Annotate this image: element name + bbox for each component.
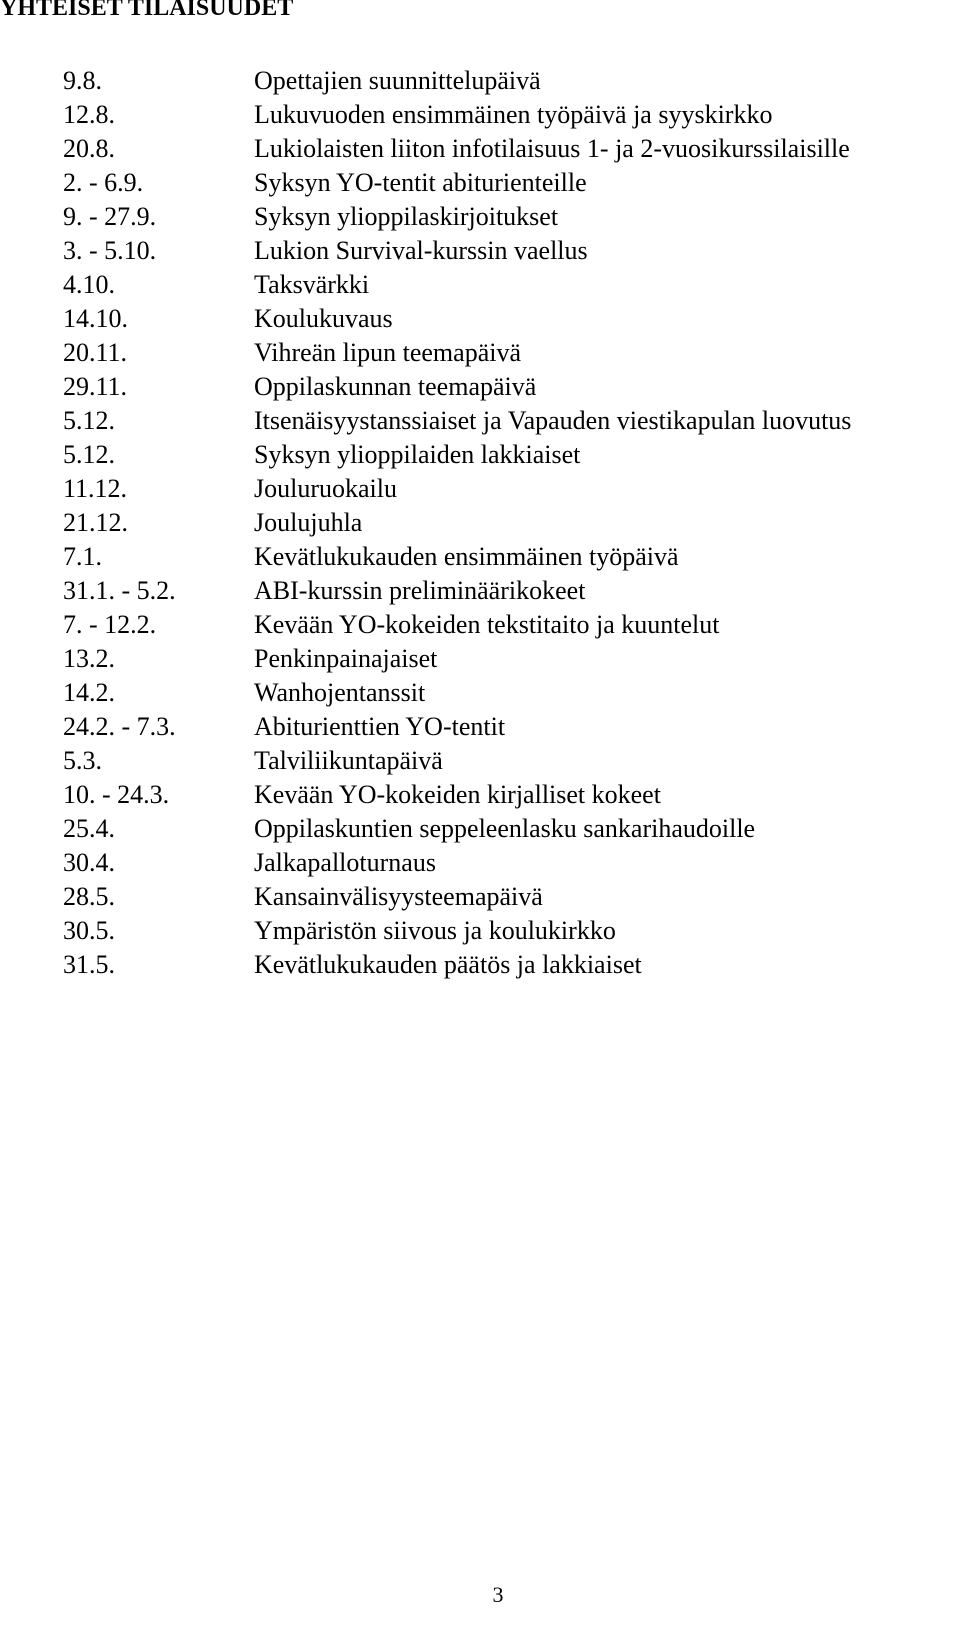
event-name: Joulujuhla xyxy=(254,508,363,537)
event-row xyxy=(63,508,960,542)
event-row xyxy=(63,474,960,508)
event-row xyxy=(63,440,960,474)
event-date: 3. - 5.10. xyxy=(63,236,157,265)
event-row xyxy=(63,542,960,576)
event-name: Koulukuvaus xyxy=(254,304,393,333)
event-name: Kevään YO-kokeiden tekstitaito ja kuuntelut xyxy=(254,610,720,639)
event-date: 20.11. xyxy=(63,338,128,367)
event-date: 5.12. xyxy=(63,440,115,469)
event-name: Taksvärkki xyxy=(254,270,370,299)
event-name: Vihreän lipun teemapäivä xyxy=(254,338,521,367)
event-row xyxy=(63,780,960,814)
event-row xyxy=(63,848,960,882)
event-date: 5.3. xyxy=(63,746,102,775)
event-date: 25.4. xyxy=(63,814,115,843)
event-date: 13.2. xyxy=(63,644,115,673)
event-date: 7. - 12.2. xyxy=(63,610,157,639)
event-row xyxy=(63,882,960,916)
event-name: Syksyn YO-tentit abiturienteille xyxy=(254,168,587,197)
event-date: 4.10. xyxy=(63,270,115,299)
event-date: 31.1. - 5.2. xyxy=(63,576,176,605)
event-name: Syksyn ylioppilaiden lakkiaiset xyxy=(254,440,581,469)
event-row xyxy=(63,236,960,270)
event-date: 30.4. xyxy=(63,848,115,877)
event-row xyxy=(63,134,960,168)
event-date: 21.12. xyxy=(63,508,128,537)
event-name: Lukiolaisten liiton infotilaisuus 1- ja 2-vuosikurssilaisille xyxy=(254,134,850,163)
event-date: 12.8. xyxy=(63,100,115,129)
event-row xyxy=(63,338,960,372)
event-name: Kansainvälisyysteemapäivä xyxy=(254,882,543,911)
event-name: Jouluruokailu xyxy=(254,474,397,503)
event-date: 24.2. - 7.3. xyxy=(63,712,176,741)
event-name: Kevätlukukauden päätös ja lakkiaiset xyxy=(254,950,642,979)
event-date: 30.5. xyxy=(63,916,115,945)
page-heading: YHTEISET TILAISUUDET xyxy=(0,0,294,21)
event-date: 29.11. xyxy=(63,372,128,401)
event-name: Wanhojentanssit xyxy=(254,678,426,707)
event-name: Oppilaskuntien seppeleenlasku sankarihaudoille xyxy=(254,814,756,843)
event-name: Opettajien suunnittelupäivä xyxy=(254,66,541,95)
event-row xyxy=(63,678,960,712)
event-name: Jalkapalloturnaus xyxy=(254,848,436,877)
event-date: 9. - 27.9. xyxy=(63,202,157,231)
event-name: Lukion Survival-kurssin vaellus xyxy=(254,236,588,265)
event-date: 28.5. xyxy=(63,882,115,911)
event-row xyxy=(63,202,960,236)
event-date: 2. - 6.9. xyxy=(63,168,144,197)
event-name: Kevään YO-kokeiden kirjalliset kokeet xyxy=(254,780,661,809)
event-name: Syksyn ylioppilaskirjoitukset xyxy=(254,202,559,231)
event-date: 11.12. xyxy=(63,474,128,503)
page-number: 3 xyxy=(492,1582,504,1607)
event-name: Abiturienttien YO-tentit xyxy=(254,712,506,741)
event-row xyxy=(63,66,960,100)
event-row xyxy=(63,100,960,134)
event-row xyxy=(63,712,960,746)
event-row xyxy=(63,576,960,610)
event-name: Lukuvuoden ensimmäinen työpäivä ja syyskirkko xyxy=(254,100,773,129)
event-row xyxy=(63,304,960,338)
event-date: 14.10. xyxy=(63,304,128,333)
event-row xyxy=(63,168,960,202)
events-list xyxy=(63,66,960,984)
event-name: Talviliikuntapäivä xyxy=(254,746,443,775)
event-row xyxy=(63,270,960,304)
event-name: Kevätlukukauden ensimmäinen työpäivä xyxy=(254,542,679,571)
event-name: Ympäristön siivous ja koulukirkko xyxy=(254,916,616,945)
event-date: 31.5. xyxy=(63,950,115,979)
event-date: 7.1. xyxy=(63,542,102,571)
event-row xyxy=(63,372,960,406)
event-row xyxy=(63,610,960,644)
event-row xyxy=(63,814,960,848)
event-row xyxy=(63,644,960,678)
event-date: 20.8. xyxy=(63,134,115,163)
event-name: Penkinpainajaiset xyxy=(254,644,438,673)
event-name: ABI-kurssin preliminäärikokeet xyxy=(254,576,586,605)
event-date: 9.8. xyxy=(63,66,102,95)
event-name: Itsenäisyystanssiaiset ja Vapauden viestikapulan luovutus xyxy=(254,406,852,435)
event-date: 5.12. xyxy=(63,406,115,435)
event-row xyxy=(63,916,960,950)
event-date: 14.2. xyxy=(63,678,115,707)
event-name: Oppilaskunnan teemapäivä xyxy=(254,372,537,401)
event-date: 10. - 24.3. xyxy=(63,780,170,809)
event-row xyxy=(63,950,960,984)
event-row xyxy=(63,406,960,440)
event-row xyxy=(63,746,960,780)
